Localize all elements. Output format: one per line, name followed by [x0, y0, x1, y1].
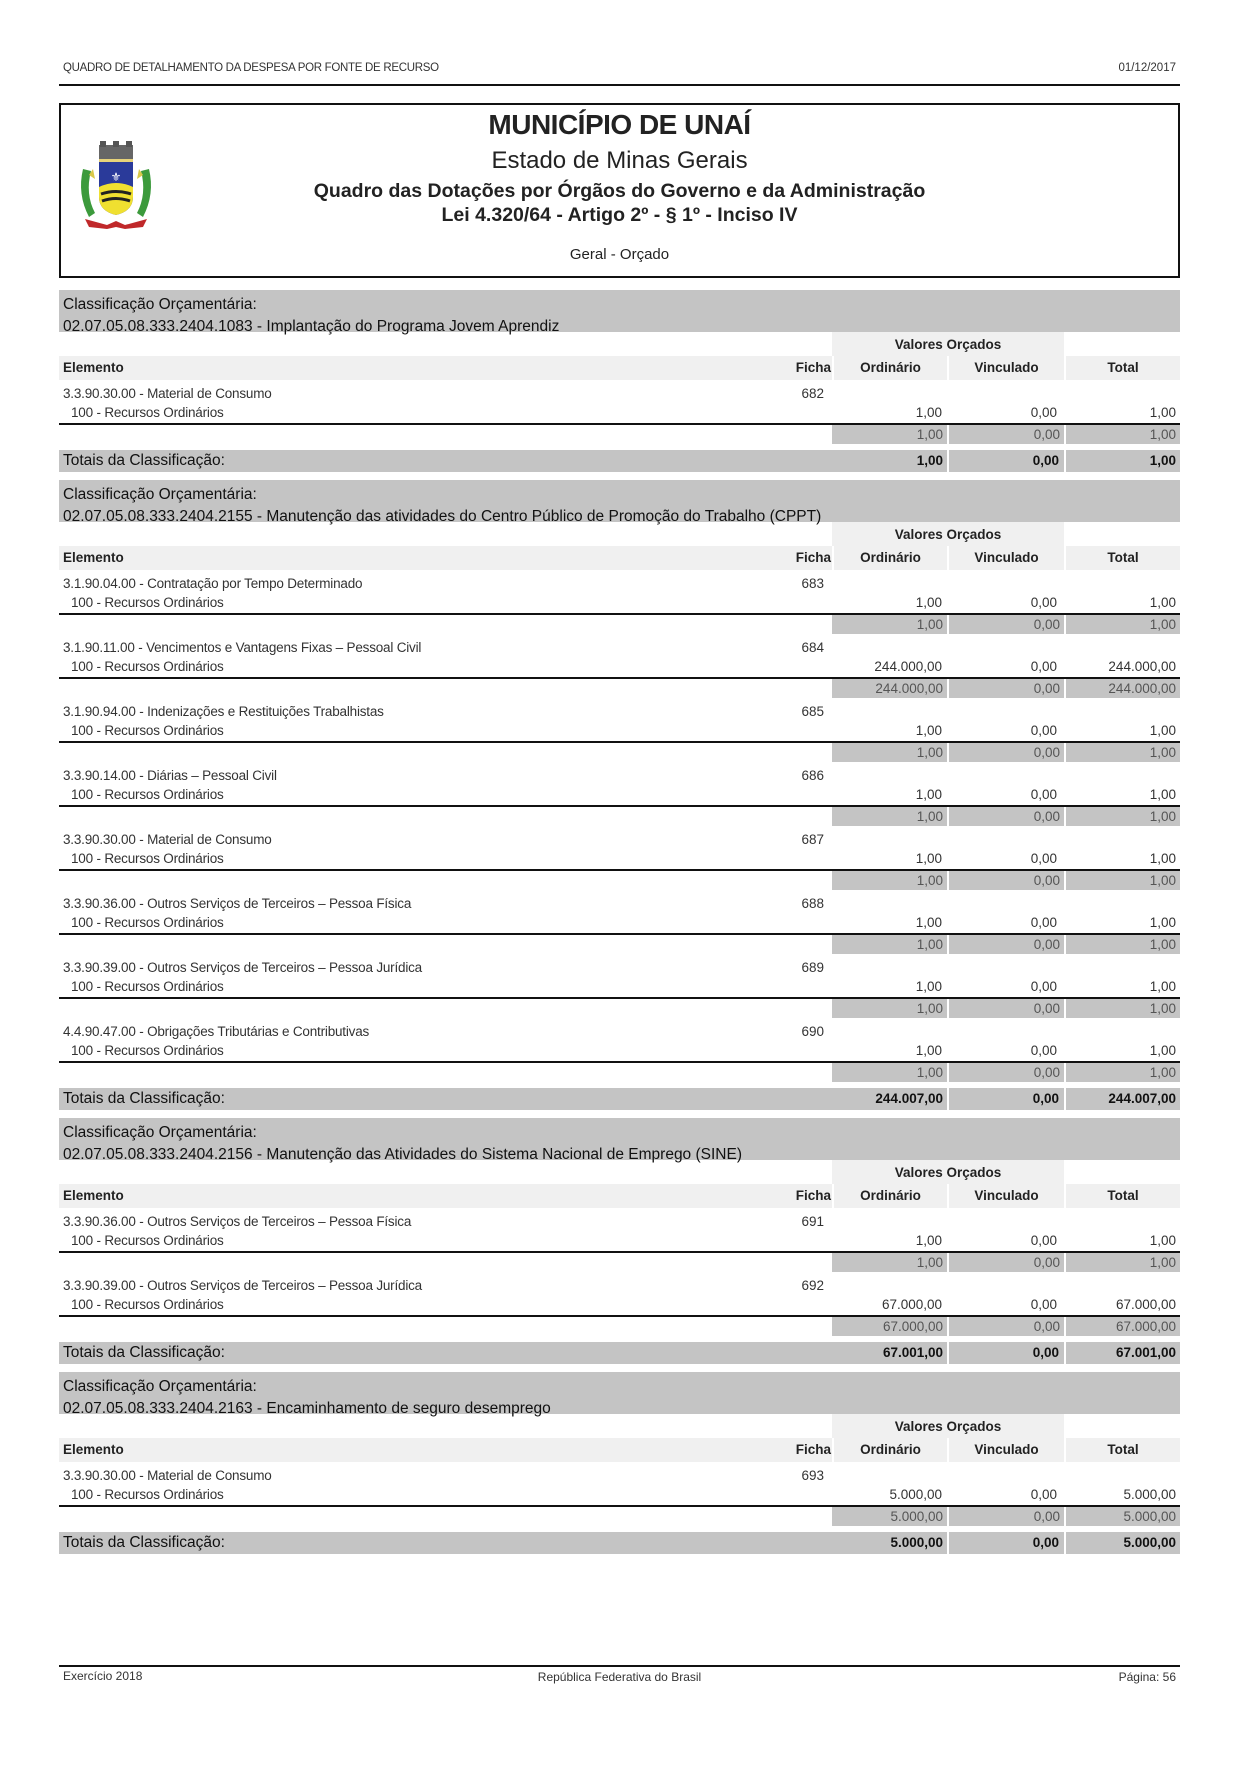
totals-label: Totais da Classificação:: [63, 1534, 225, 1551]
subtotal-ordinario: 1,00: [832, 743, 947, 762]
col-ordinario: Ordinário: [832, 1184, 947, 1208]
table-row: [59, 698, 1180, 762]
element-description: 4.4.90.47.00 - Obrigações Tributárias e Contributivas: [63, 1024, 370, 1039]
total-ordinario: 5.000,00: [890, 1535, 943, 1550]
classification-code: 02.07.05.08.333.2404.2155 - Manutenção das atividades do Centro Público de Promoção do Trabalho (CPPT): [63, 508, 822, 525]
table-row: [59, 1272, 1180, 1336]
value-vinculado: 0,00: [1030, 1297, 1057, 1312]
value-vinculado: 0,00: [1030, 659, 1057, 674]
subtotal-total: 1,00: [1066, 1063, 1180, 1082]
subtotal-total: 5.000,00: [1066, 1507, 1180, 1526]
subtotal-ordinario: 1,00: [832, 999, 947, 1018]
classification-totals-row: [59, 450, 1180, 472]
ficha-number: 685: [801, 704, 824, 719]
document-header: [59, 103, 1180, 278]
value-total: 1,00: [1149, 979, 1176, 994]
value-vinculado: 0,00: [1030, 915, 1057, 930]
col-vinculado: Vinculado: [947, 356, 1064, 380]
col-ficha: Ficha: [795, 1188, 831, 1203]
element-description: 3.3.90.36.00 - Outros Serviços de Terceiros – Pessoa Física: [63, 1214, 412, 1229]
value-ordinario: 1,00: [915, 787, 942, 802]
page-number: Página: 56: [1118, 1670, 1176, 1684]
value-vinculado: 0,00: [1030, 787, 1057, 802]
value-ordinario: 1,00: [915, 851, 942, 866]
classification-label: Classificação Orçamentária:: [63, 296, 257, 313]
subtotal-vinculado: 0,00: [949, 743, 1064, 762]
classification-code: 02.07.05.08.333.2404.2163 - Encaminhamento de seguro desemprego: [63, 1400, 551, 1417]
col-total: Total: [1064, 546, 1180, 570]
value-vinculado: 0,00: [1030, 595, 1057, 610]
element-description: 3.3.90.30.00 - Material de Consumo: [63, 386, 272, 401]
element-description: 3.3.90.39.00 - Outros Serviços de Terceiros – Pessoa Jurídica: [63, 960, 422, 975]
classification-section: [59, 480, 1180, 1110]
table-row: [59, 826, 1180, 890]
subtotal-vinculado: 0,00: [949, 679, 1064, 698]
classification-header: [59, 480, 1180, 525]
resource-source: 100 - Recursos Ordinários: [71, 851, 224, 866]
subtotal-total: 1,00: [1066, 615, 1180, 634]
subtotal-total: 1,00: [1066, 999, 1180, 1018]
subtotal-ordinario: 1,00: [832, 615, 947, 634]
classification-totals-row: [59, 1088, 1180, 1110]
value-vinculado: 0,00: [1030, 723, 1057, 738]
subtotal-ordinario: 1,00: [832, 1063, 947, 1082]
municipality-title: MUNICÍPIO DE UNAÍ: [488, 109, 751, 140]
value-ordinario: 67.000,00: [881, 1297, 942, 1312]
classification-label: Classificação Orçamentária:: [63, 1378, 257, 1395]
report-subtitle: Quadro das Dotações por Órgãos do Governo e da Administração: [313, 180, 926, 202]
value-vinculado: 0,00: [1030, 851, 1057, 866]
total-total: 5.000,00: [1123, 1535, 1176, 1550]
total-vinculado: 0,00: [1032, 1091, 1059, 1106]
resource-source: 100 - Recursos Ordinários: [71, 1487, 224, 1502]
subtotal-total: 1,00: [1066, 935, 1180, 954]
budget-table: [59, 290, 1180, 1562]
ficha-number: 690: [801, 1024, 824, 1039]
table-row: [59, 634, 1180, 698]
element-description: 3.1.90.11.00 - Vencimentos e Vantagens Fixas – Pessoal Civil: [63, 640, 422, 655]
ficha-number: 692: [801, 1278, 824, 1293]
totals-label: Totais da Classificação:: [63, 452, 225, 469]
subtotal-total: 1,00: [1066, 807, 1180, 826]
element-description: 3.1.90.94.00 - Indenizações e Restituições Trabalhistas: [63, 704, 384, 719]
report-date: 01/12/2017: [1118, 62, 1176, 74]
state-title: Estado de Minas Gerais: [491, 147, 748, 174]
ficha-number: 689: [801, 960, 824, 975]
table-row: [59, 890, 1180, 954]
subtotal-vinculado: 0,00: [949, 1317, 1064, 1336]
table-row: [59, 1018, 1180, 1082]
value-vinculado: 0,00: [1030, 979, 1057, 994]
header-divider: [59, 84, 1180, 86]
total-ordinario: 1,00: [916, 453, 943, 468]
value-total: 1,00: [1149, 723, 1176, 738]
values-group-header: Valores Orçados: [832, 332, 1064, 356]
value-ordinario: 5.000,00: [889, 1487, 942, 1502]
subtotal-ordinario: 1,00: [832, 807, 947, 826]
subtotal-vinculado: 0,00: [949, 935, 1064, 954]
ficha-number: 684: [801, 640, 824, 655]
column-header-row: [59, 546, 1180, 570]
subtotal-vinculado: 0,00: [949, 999, 1064, 1018]
classification-totals-row: [59, 1532, 1180, 1554]
subtotal-ordinario: 1,00: [832, 871, 947, 890]
values-group-header: Valores Orçados: [832, 1414, 1064, 1438]
value-total: 1,00: [1149, 915, 1176, 930]
subtotal-vinculado: 0,00: [949, 1063, 1064, 1082]
value-ordinario: 1,00: [915, 915, 942, 930]
element-description: 3.1.90.04.00 - Contratação por Tempo Determinado: [63, 576, 363, 591]
resource-source: 100 - Recursos Ordinários: [71, 1233, 224, 1248]
resource-source: 100 - Recursos Ordinários: [71, 1043, 224, 1058]
total-total: 67.001,00: [1115, 1345, 1176, 1360]
table-row: [59, 1208, 1180, 1272]
classification-header: [59, 1372, 1180, 1417]
subtotal-vinculado: 0,00: [949, 1253, 1064, 1272]
value-total: 1,00: [1149, 851, 1176, 866]
classification-section: [59, 1118, 1180, 1364]
values-group-row: [59, 332, 1180, 356]
report-title: QUADRO DE DETALHAMENTO DA DESPESA POR FONTE DE RECURSO: [63, 62, 439, 74]
value-vinculado: 0,00: [1030, 1233, 1057, 1248]
resource-source: 100 - Recursos Ordinários: [71, 915, 224, 930]
total-ordinario: 67.001,00: [882, 1345, 943, 1360]
table-row: [59, 762, 1180, 826]
col-total: Total: [1064, 1184, 1180, 1208]
col-element: Elemento: [63, 1188, 124, 1203]
value-ordinario: 1,00: [915, 405, 942, 420]
footer-divider: [59, 1665, 1180, 1667]
element-description: 3.3.90.39.00 - Outros Serviços de Terceiros – Pessoa Jurídica: [63, 1278, 422, 1293]
value-vinculado: 0,00: [1030, 1043, 1057, 1058]
values-group-header: Valores Orçados: [832, 1160, 1064, 1184]
column-header-row: [59, 1438, 1180, 1462]
col-ficha: Ficha: [795, 550, 831, 565]
resource-source: 100 - Recursos Ordinários: [71, 659, 224, 674]
ficha-number: 691: [801, 1214, 824, 1229]
resource-source: 100 - Recursos Ordinários: [71, 979, 224, 994]
subtotal-vinculado: 0,00: [949, 615, 1064, 634]
ficha-number: 688: [801, 896, 824, 911]
col-vinculado: Vinculado: [947, 1184, 1064, 1208]
col-element: Elemento: [63, 550, 124, 565]
subtotal-ordinario: 244.000,00: [832, 679, 947, 698]
total-vinculado: 0,00: [1032, 1535, 1059, 1550]
value-ordinario: 1,00: [915, 723, 942, 738]
col-element: Elemento: [63, 360, 124, 375]
resource-source: 100 - Recursos Ordinários: [71, 595, 224, 610]
value-ordinario: 1,00: [915, 595, 942, 610]
value-total: 1,00: [1149, 405, 1176, 420]
svg-text:⚜: ⚜: [110, 170, 122, 184]
table-row: [59, 380, 1180, 444]
element-description: 3.3.90.36.00 - Outros Serviços de Terceiros – Pessoa Física: [63, 896, 412, 911]
table-row: [59, 1462, 1180, 1526]
subtotal-ordinario: 5.000,00: [832, 1507, 947, 1526]
value-ordinario: 244.000,00: [874, 659, 942, 674]
col-ordinario: Ordinário: [832, 1438, 947, 1462]
values-group-row: [59, 1414, 1180, 1438]
resource-source: 100 - Recursos Ordinários: [71, 405, 224, 420]
col-vinculado: Vinculado: [947, 546, 1064, 570]
value-total: 1,00: [1149, 1233, 1176, 1248]
column-header-row: [59, 1184, 1180, 1208]
subtotal-total: 1,00: [1066, 425, 1180, 444]
value-total: 244.000,00: [1108, 659, 1176, 674]
classification-code: 02.07.05.08.333.2404.1083 - Implantação do Programa Jovem Aprendiz: [63, 318, 560, 335]
resource-source: 100 - Recursos Ordinários: [71, 1297, 224, 1312]
total-ordinario: 244.007,00: [875, 1091, 943, 1106]
ficha-number: 687: [801, 832, 824, 847]
subtotal-vinculado: 0,00: [949, 807, 1064, 826]
subtotal-ordinario: 1,00: [832, 425, 947, 444]
exercise-year: Exercício 2018: [63, 1669, 143, 1683]
subtotal-total: 1,00: [1066, 1253, 1180, 1272]
totals-label: Totais da Classificação:: [63, 1344, 225, 1361]
values-group-row: [59, 1160, 1180, 1184]
values-group-row: [59, 522, 1180, 546]
classification-header: [59, 290, 1180, 335]
subtotal-ordinario: 67.000,00: [832, 1317, 947, 1336]
subtotal-vinculado: 0,00: [949, 1507, 1064, 1526]
value-total: 1,00: [1149, 1043, 1176, 1058]
value-ordinario: 1,00: [915, 1043, 942, 1058]
ficha-number: 683: [801, 576, 824, 591]
resource-source: 100 - Recursos Ordinários: [71, 787, 224, 802]
subtotal-vinculado: 0,00: [949, 425, 1064, 444]
totals-label: Totais da Classificação:: [63, 1090, 225, 1107]
col-vinculado: Vinculado: [947, 1438, 1064, 1462]
table-row: [59, 570, 1180, 634]
total-total: 1,00: [1149, 453, 1176, 468]
total-total: 244.007,00: [1108, 1091, 1176, 1106]
values-group-header: Valores Orçados: [832, 522, 1064, 546]
total-vinculado: 0,00: [1032, 453, 1059, 468]
classification-section: [59, 290, 1180, 472]
subtotal-ordinario: 1,00: [832, 1253, 947, 1272]
element-description: 3.3.90.30.00 - Material de Consumo: [63, 1468, 272, 1483]
col-ordinario: Ordinário: [832, 546, 947, 570]
resource-source: 100 - Recursos Ordinários: [71, 723, 224, 738]
element-description: 3.3.90.30.00 - Material de Consumo: [63, 832, 272, 847]
classification-code: 02.07.05.08.333.2404.2156 - Manutenção das Atividades do Sistema Nacional de Emprego (SINE): [63, 1146, 742, 1163]
subtotal-total: 67.000,00: [1066, 1317, 1180, 1336]
law-reference: Lei 4.320/64 - Artigo 2º - § 1º - Inciso IV: [441, 204, 798, 226]
classification-label: Classificação Orçamentária:: [63, 1124, 257, 1141]
col-element: Elemento: [63, 1442, 124, 1457]
value-total: 67.000,00: [1115, 1297, 1176, 1312]
col-ficha: Ficha: [795, 1442, 831, 1457]
col-ficha: Ficha: [795, 360, 831, 375]
value-ordinario: 1,00: [915, 1233, 942, 1248]
column-header-row: [59, 356, 1180, 380]
country-label: República Federativa do Brasil: [537, 1670, 702, 1684]
value-total: 1,00: [1149, 787, 1176, 802]
value-total: 5.000,00: [1123, 1487, 1176, 1502]
ficha-number: 682: [801, 386, 824, 401]
col-total: Total: [1064, 356, 1180, 380]
subtotal-ordinario: 1,00: [832, 935, 947, 954]
ficha-number: 686: [801, 768, 824, 783]
total-vinculado: 0,00: [1032, 1345, 1059, 1360]
value-vinculado: 0,00: [1030, 405, 1057, 420]
classification-label: Classificação Orçamentária:: [63, 486, 257, 503]
value-ordinario: 1,00: [915, 979, 942, 994]
col-total: Total: [1064, 1438, 1180, 1462]
subtotal-total: 1,00: [1066, 743, 1180, 762]
classification-totals-row: [59, 1342, 1180, 1364]
subtotal-total: 244.000,00: [1066, 679, 1180, 698]
subtotal-total: 1,00: [1066, 871, 1180, 890]
value-total: 1,00: [1149, 595, 1176, 610]
report-scope: Geral - Orçado: [569, 246, 670, 263]
table-row: [59, 954, 1180, 1018]
classification-header: [59, 1118, 1180, 1163]
col-ordinario: Ordinário: [832, 356, 947, 380]
ficha-number: 693: [801, 1468, 824, 1483]
subtotal-vinculado: 0,00: [949, 871, 1064, 890]
value-vinculado: 0,00: [1030, 1487, 1057, 1502]
element-description: 3.3.90.14.00 - Diárias – Pessoal Civil: [63, 768, 277, 783]
classification-section: [59, 1372, 1180, 1554]
